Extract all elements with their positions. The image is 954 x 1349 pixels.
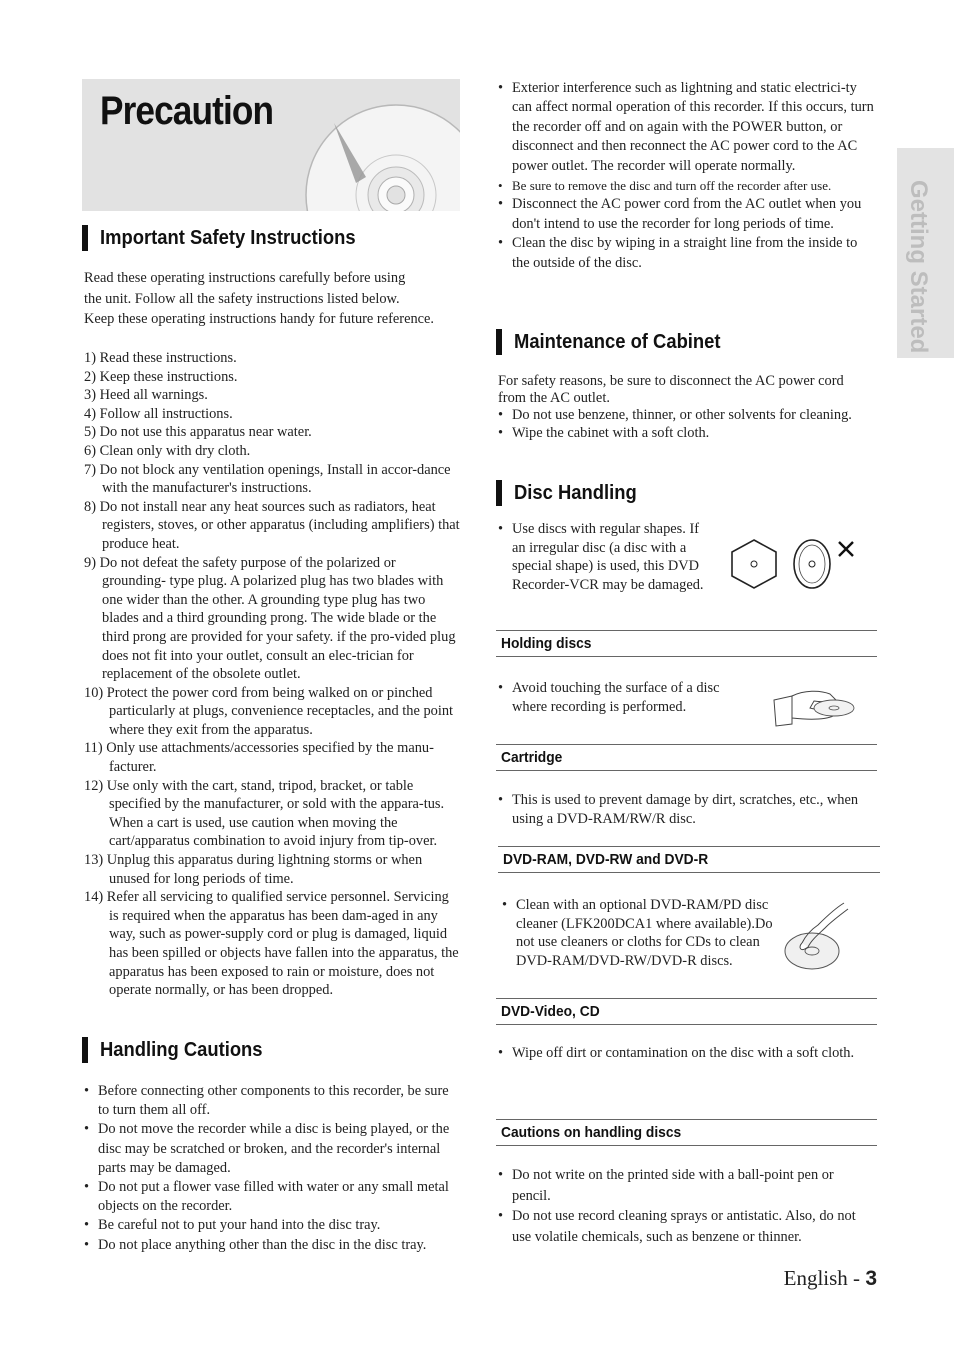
important-safety-intro — [84, 268, 464, 330]
list-item: 6) Clean only with dry cloth. — [84, 442, 251, 459]
handling-cautions-heading: Handling Cautions — [82, 1037, 277, 1063]
heading-bar — [496, 480, 502, 506]
maintenance-heading: Maintenance of Cabinet — [496, 329, 738, 355]
list-item: • Before connecting other components to this recorder, be sure to turn them all off. — [84, 1082, 462, 1120]
list-item: • Wipe off dirt or contamination on the disc with a soft cloth. — [498, 1044, 876, 1063]
list-item: • Avoid touching the surface of a disc where recording is performed. — [498, 679, 754, 717]
hand-holding-disc-icon — [770, 682, 858, 728]
list-item: • Wipe the cabinet with a soft cloth. — [498, 425, 870, 442]
list-item: 7) Do not block any ventilation openings, Install in accor-dance with the manufacturer's instructions. — [84, 461, 451, 497]
list-item: • Clean the disc by wiping in a straight line from the inside to the outside of the disc. — [498, 234, 876, 273]
page-title: Precaution — [100, 89, 274, 133]
cartridge-list — [498, 791, 876, 829]
list-item: 14) Refer all servicing to qualified service personnel. Servicing is required when the apparatus has been dam-aged in any way, such as power-supply cord or plug is damaged, liquid has been spilled or objects have fallen into the apparatus, the apparatus has been exposed to rain or moisture, does not operate normally, or has been dropped. — [84, 889, 459, 999]
dvd-video-list — [498, 1044, 876, 1063]
list-item: 4) Follow all instructions. — [84, 405, 233, 422]
list-item: 1) Read these instructions. — [84, 350, 237, 366]
page-footer — [784, 1266, 877, 1291]
list-item: • Clean with an optional DVD-RAM/PD disc cleaner (LFK200DCA1 where available).Do not use cleaners or cloths for CDs to clean DVD-RAM/DVD-RW/DVD-R discs. — [502, 896, 778, 970]
dvd-video-heading: DVD-Video, CD — [496, 998, 877, 1025]
list-item: 9) Do not defeat the safety purpose of the polarized or grounding- type plug. A polarized plug has two blades with one wider than the other. A grounding type plug has two blades and a third grounding prong. The wide blade or the third prong are provided for your safety. if the pro-vided plug does not fit into your outlet, consult an elec-trician for replacement of the obsolete outlet. — [84, 554, 456, 683]
holding-discs-heading: Holding discs — [496, 630, 877, 657]
footer-language: English - — [783, 1266, 866, 1290]
disc-illustration-icon — [304, 103, 460, 211]
intro-line: Keep these operating instructions handy for future reference. — [84, 311, 435, 327]
list-item: • Disconnect the AC power cord from the AC outlet when you don't intend to use the recorder for long periods of time. — [498, 195, 876, 234]
maintenance-intro: For safety reasons, be sure to disconnect the AC power cord from the AC outlet. — [498, 373, 844, 406]
list-item: • Exterior interference such as lightning and static electrici-ty can affect normal operation of this recorder. If this occurs, turn the recorder off and on again with the POWER button, or disconnect and then reconnect the AC power cord to the AC power outlet. The recorder will operate normally. — [498, 79, 876, 176]
cautions-handling-heading: Cautions on handling discs — [496, 1119, 877, 1146]
list-item: • Do not place anything other than the disc in the disc tray. — [84, 1236, 462, 1255]
page-number: 3 — [865, 1267, 877, 1290]
title-banner — [82, 79, 460, 211]
side-tab-label: Getting Started — [905, 180, 932, 354]
list-item: • Be sure to remove the disc and turn off the recorder after use. — [498, 176, 876, 195]
dvd-ram-heading: DVD-RAM, DVD-RW and DVD-R — [498, 846, 880, 873]
section-side-tab — [897, 148, 954, 358]
heading-bar — [496, 329, 502, 355]
cautions-handling-list — [498, 1165, 876, 1247]
heading-bar — [82, 225, 88, 251]
safety-instructions-list — [84, 349, 462, 1000]
list-item: • Be careful not to put your hand into the disc tray. — [84, 1216, 462, 1235]
intro-line: Read these operating instructions carefully before using — [84, 270, 406, 286]
list-item: • Do not use record cleaning sprays or antistatic. Also, do not use volatile chemicals, such as benzene or thinner. — [498, 1206, 876, 1247]
intro-line: the unit. Follow all the safety instructions listed below. — [84, 290, 400, 307]
holding-discs-list — [498, 679, 754, 717]
handling-cautions-list — [84, 1082, 462, 1255]
irregular-disc-icon — [724, 534, 862, 594]
list-item: 2) Keep these instructions. — [84, 368, 238, 385]
list-item: • Do not write on the printed side with a ball-point pen or pencil. — [498, 1165, 876, 1206]
list-item: 8) Do not install near any heat sources such as radiators, heat registers, stoves, or other apparatus (including amplifiers) that produce heat. — [84, 498, 460, 552]
disc-cleaning-icon — [782, 895, 852, 975]
general-precautions-list — [498, 79, 876, 273]
list-item: 5) Do not use this apparatus near water. — [84, 424, 312, 441]
disc-handling-heading: Disc Handling — [496, 480, 647, 506]
maintenance-list — [498, 407, 870, 442]
list-item: 11) Only use attachments/accessories specified by the manu-facturer. — [84, 740, 434, 776]
list-item: • Do not put a flower vase filled with water or any small metal objects on the recorder. — [84, 1178, 462, 1216]
list-item: 12) Use only with the cart, stand, tripod, bracket, or table specified by the manufacturer, or sold with the appara-tus. When a cart is used, use caution when moving the cart/apparatus combination to avoid injury from tip-over. — [84, 777, 445, 850]
list-item: • Use discs with regular shapes. If an irregular disc (a disc with a special shape) is used, this DVD Recorder-VCR may be damaged. — [498, 520, 712, 594]
dvd-ram-list — [502, 896, 778, 970]
list-item: • Do not use benzene, thinner, or other solvents for cleaning. — [498, 407, 870, 424]
list-item: 13) Unplug this apparatus during lightning storms or when unused for long periods of time. — [84, 852, 423, 887]
cartridge-heading: Cartridge — [496, 744, 877, 771]
list-item: 3) Heed all warnings. — [84, 387, 208, 404]
list-item: • Do not move the recorder while a disc is being played, or the disc may be scratched or broken, and the recorder's internal parts may be damaged. — [84, 1120, 462, 1178]
heading-bar — [82, 1037, 88, 1063]
disc-shape-list — [498, 520, 712, 594]
list-item: 10) Protect the power cord from being walked on or pinched particularly at plugs, convenience receptacles, and the point where they exit from the apparatus. — [84, 684, 454, 738]
list-item: • This is used to prevent damage by dirt, scratches, etc., when using a DVD-RAM/RW/R disc. — [498, 791, 876, 829]
important-safety-heading: Important Safety Instructions — [82, 225, 378, 251]
